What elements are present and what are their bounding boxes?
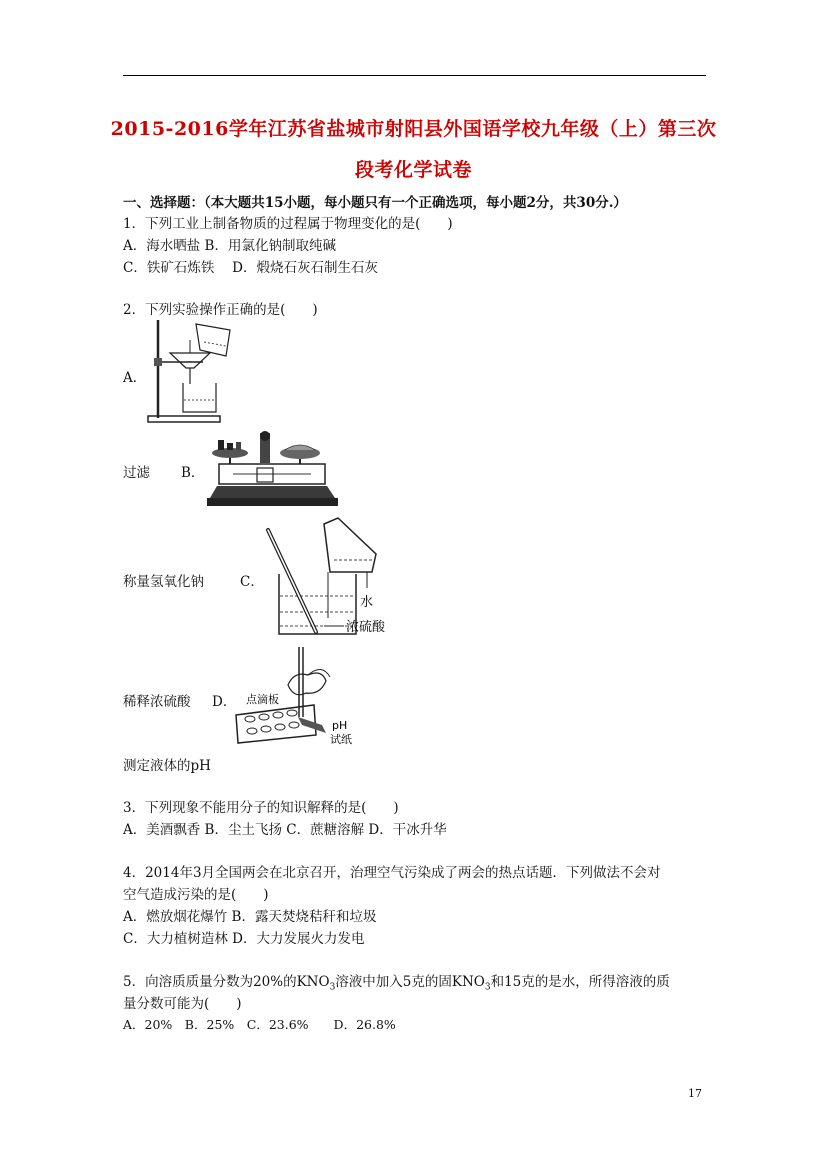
filtration-figure	[148, 320, 243, 425]
page-number: 17	[688, 1087, 702, 1100]
dilution-figure	[264, 516, 434, 638]
title-line-1: 2015-2016学年江苏省盐城市射阳县外国语学校九年级（上）第三次	[110, 118, 717, 140]
q3-options: A．美酒飘香 B．尘土飞扬 C．蔗糖溶解 D．干冰升华	[123, 822, 447, 838]
q5-subscript-1: 3	[329, 982, 336, 993]
q2-option-c-caption: 稀释浓硫酸	[123, 694, 191, 710]
q1-stem: 1．下列工业上制备物质的过程属于物理变化的是( )	[123, 216, 453, 232]
q4-stem-line2: 空气造成污染的是( )	[123, 887, 269, 903]
q3-stem: 3．下列现象不能用分子的知识解释的是( )	[123, 800, 399, 816]
balance-figure	[205, 428, 340, 510]
q5-subscript-2: 3	[484, 982, 491, 993]
ph-test-figure	[236, 645, 366, 745]
q2-stem: 2．下列实验操作正确的是( )	[123, 302, 318, 318]
plate-label: 点滴板	[246, 693, 279, 706]
ph-label: pH	[332, 719, 348, 732]
water-label: 水	[360, 595, 374, 610]
q2-option-a-label: A．	[123, 370, 147, 386]
title-line-2: 段考化学试卷	[354, 159, 472, 181]
q2-option-a-caption: 过滤	[123, 465, 150, 481]
q2-option-d-label: D．	[212, 694, 237, 710]
q5-stem-line1	[123, 970, 670, 993]
acid-label: 浓硫酸	[346, 620, 386, 635]
q2-option-c-label: C．	[240, 574, 264, 590]
q1-options-cd: C．铁矿石炼铁 D．煅烧石灰石制生石灰	[123, 260, 378, 276]
q5-stem-line2: 量分数可能为( )	[123, 996, 242, 1012]
q2-option-d-caption: 测定液体的pH	[123, 758, 211, 774]
q5-stem-part1: 5．向溶质质量分数为20%的KNO	[123, 974, 330, 990]
header-rule	[123, 75, 706, 76]
q1-options-ab: A．海水晒盐 B．用氯化钠制取纯碱	[123, 238, 336, 254]
q4-stem-line1: 4．2014年3月全国两会在北京召开，治理空气污染成了两会的热点话题．下列做法不会对	[123, 865, 661, 881]
q5-stem-part2: 溶液中加入5克的固KNO	[335, 974, 485, 990]
q5-options: A．20% B．25% C．23.6% D．26.8%	[123, 1017, 396, 1032]
paper-label: 试纸	[330, 733, 352, 746]
q4-options-ab: A．燃放烟花爆竹 B．露天焚烧秸秆和垃圾	[123, 909, 377, 925]
q4-options-cd: C．大力植树造林 D．大力发展火力发电	[123, 931, 365, 947]
q2-option-b-label: B．	[181, 465, 205, 481]
q2-option-b-caption: 称量氢氧化钠	[123, 574, 204, 590]
q5-stem-part3: 和15克的是水，所得溶液的质	[490, 974, 670, 990]
section-heading: 一、选择题：（本大题共15小题，每小题只有一个正确选项，每小题2分，共30分.）	[123, 195, 627, 211]
